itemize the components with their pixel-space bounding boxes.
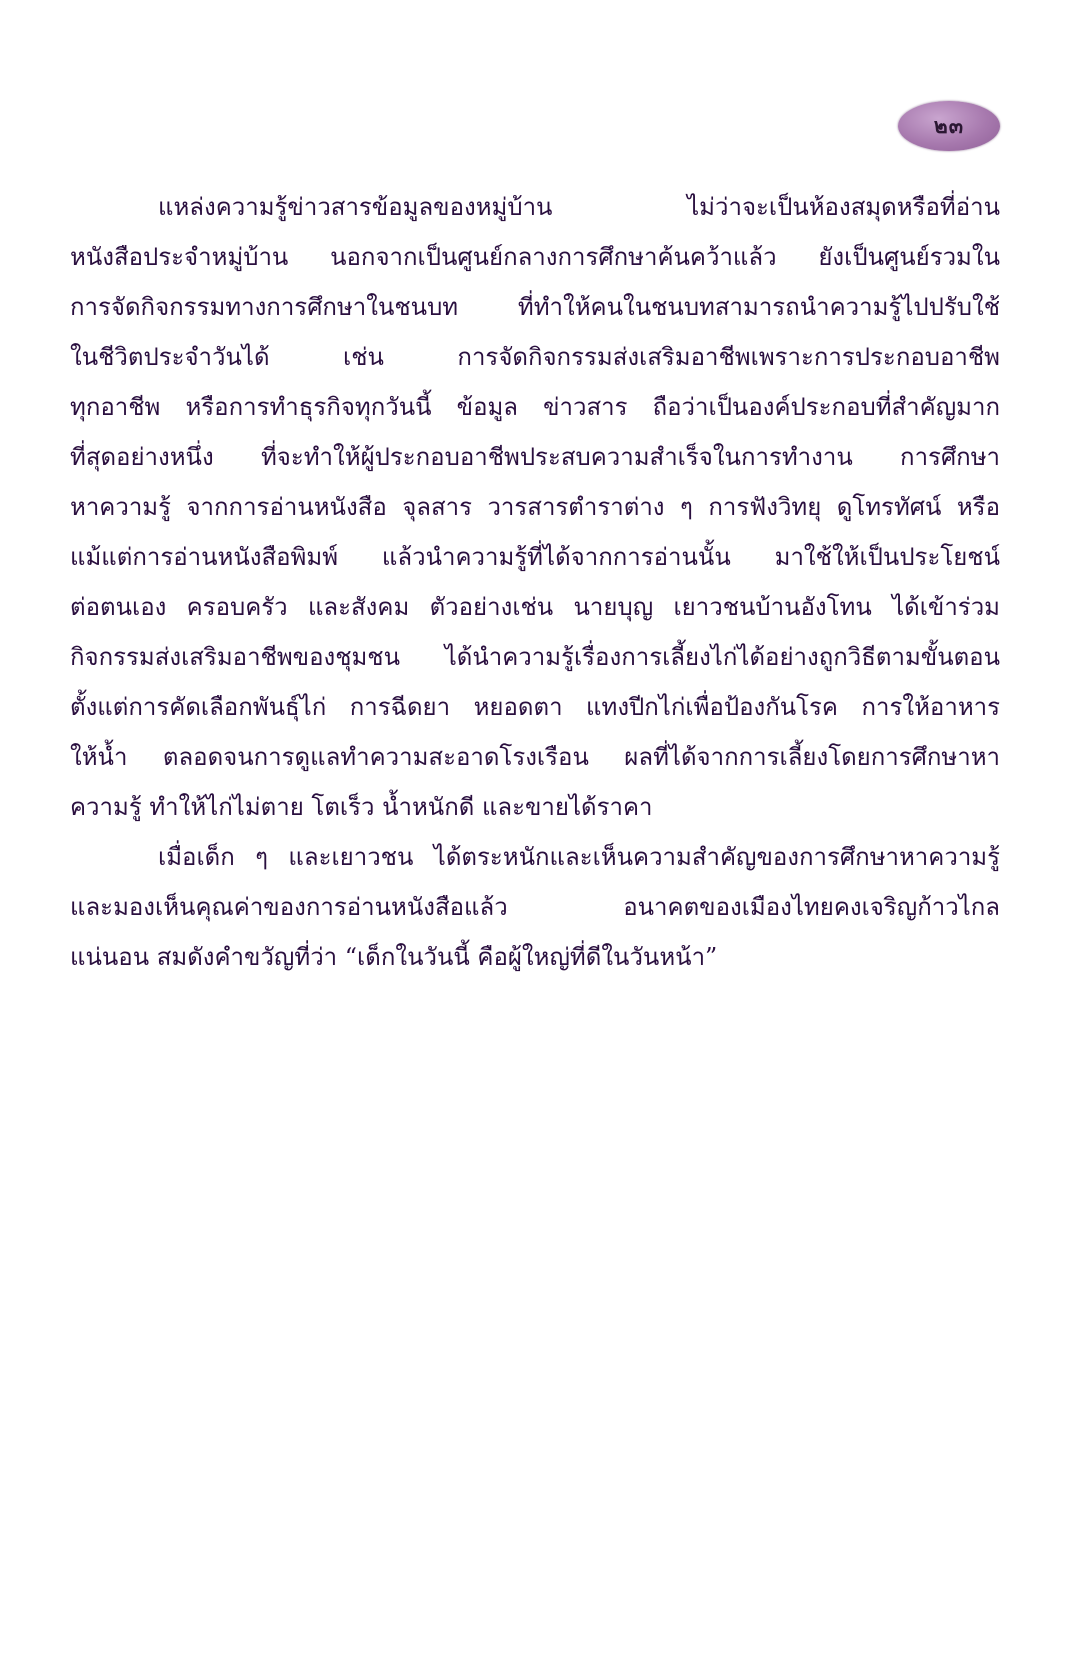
paragraph-line: แหล่งความรู้ข่าวสารข้อมูลของหมู่บ้าน ไม่ว่าจะเป็นห้องสมุดหรือที่อ่าน [158,193,1000,221]
paragraph-line: ความรู้ ทำให้ไก่ไม่ตาย โตเร็ว น้ำหนักดี และขายได้ราคา [70,793,653,821]
paragraph-line: ที่สุดอย่างหนึ่ง ที่จะทำให้ผู้ประกอบอาชีพประสบความสำเร็จในการทำงาน การศึกษา [70,443,1000,471]
paragraph-line: หาความรู้ จากการอ่านหนังสือ จุลสาร วารสารตำราต่าง ๆ การฟังวิทยุ ดูโทรทัศน์ หรือ [70,493,1000,521]
paragraph-line: ทุกอาชีพ หรือการทำธุรกิจทุกวันนี้ ข้อมูล ข่าวสาร ถือว่าเป็นองค์ประกอบที่สำคัญมาก [70,393,1000,421]
paragraph-line: การจัดกิจกรรมทางการศึกษาในชนบท ที่ทำให้คนในชนบทสามารถนำความรู้ไปปรับใช้ [70,293,1000,321]
page-number: ๒๓ [933,113,965,138]
paragraph-line: ต่อตนเอง ครอบครัว และสังคม ตัวอย่างเช่น นายบุญ เยาวชนบ้านอังโทน ได้เข้าร่วม [70,593,1000,621]
paragraph-line: กิจกรรมส่งเสริมอาชีพของชุมชน ได้นำความรู้เรื่องการเลี้ยงไก่ได้อย่างถูกวิธีตามขั้นตอน [70,643,1000,671]
paragraph-line: ในชีวิตประจำวันได้ เช่น การจัดกิจกรรมส่งเสริมอาชีพเพราะการประกอบอาชีพ [70,343,1000,371]
paragraph-line: หนังสือประจำหมู่บ้าน นอกจากเป็นศูนย์กลางการศึกษาค้นคว้าแล้ว ยังเป็นศูนย์รวมใน [70,243,1000,271]
body-text [70,182,1000,982]
paragraph-line: แน่นอน สมดังคำขวัญที่ว่า “เด็กในวันนี้ คือผู้ใหญ่ที่ดีในวันหน้า” [70,943,718,971]
paragraph-line: ตั้งแต่การคัดเลือกพันธุ์ไก่ การฉีดยา หยอดตา แทงปีกไก่เพื่อป้องกันโรค การให้อาหาร [70,693,1000,721]
paragraph-line: เมื่อเด็ก ๆ และเยาวชน ได้ตระหนักและเห็นความสำคัญของการศึกษาหาความรู้ [158,843,1000,871]
page-number-badge [898,101,1000,151]
paragraph-line: แม้แต่การอ่านหนังสือพิมพ์ แล้วนำความรู้ที่ได้จากการอ่านนั้น มาใช้ให้เป็นประโยชน์ [70,543,1000,571]
paragraph-line: ให้น้ำ ตลอดจนการดูแลทำความสะอาดโรงเรือน ผลที่ได้จากการเลี้ยงโดยการศึกษาหา [70,743,1000,771]
paragraph-line: และมองเห็นคุณค่าของการอ่านหนังสือแล้ว อนาคตของเมืองไทยคงเจริญก้าวไกล [70,893,1000,921]
